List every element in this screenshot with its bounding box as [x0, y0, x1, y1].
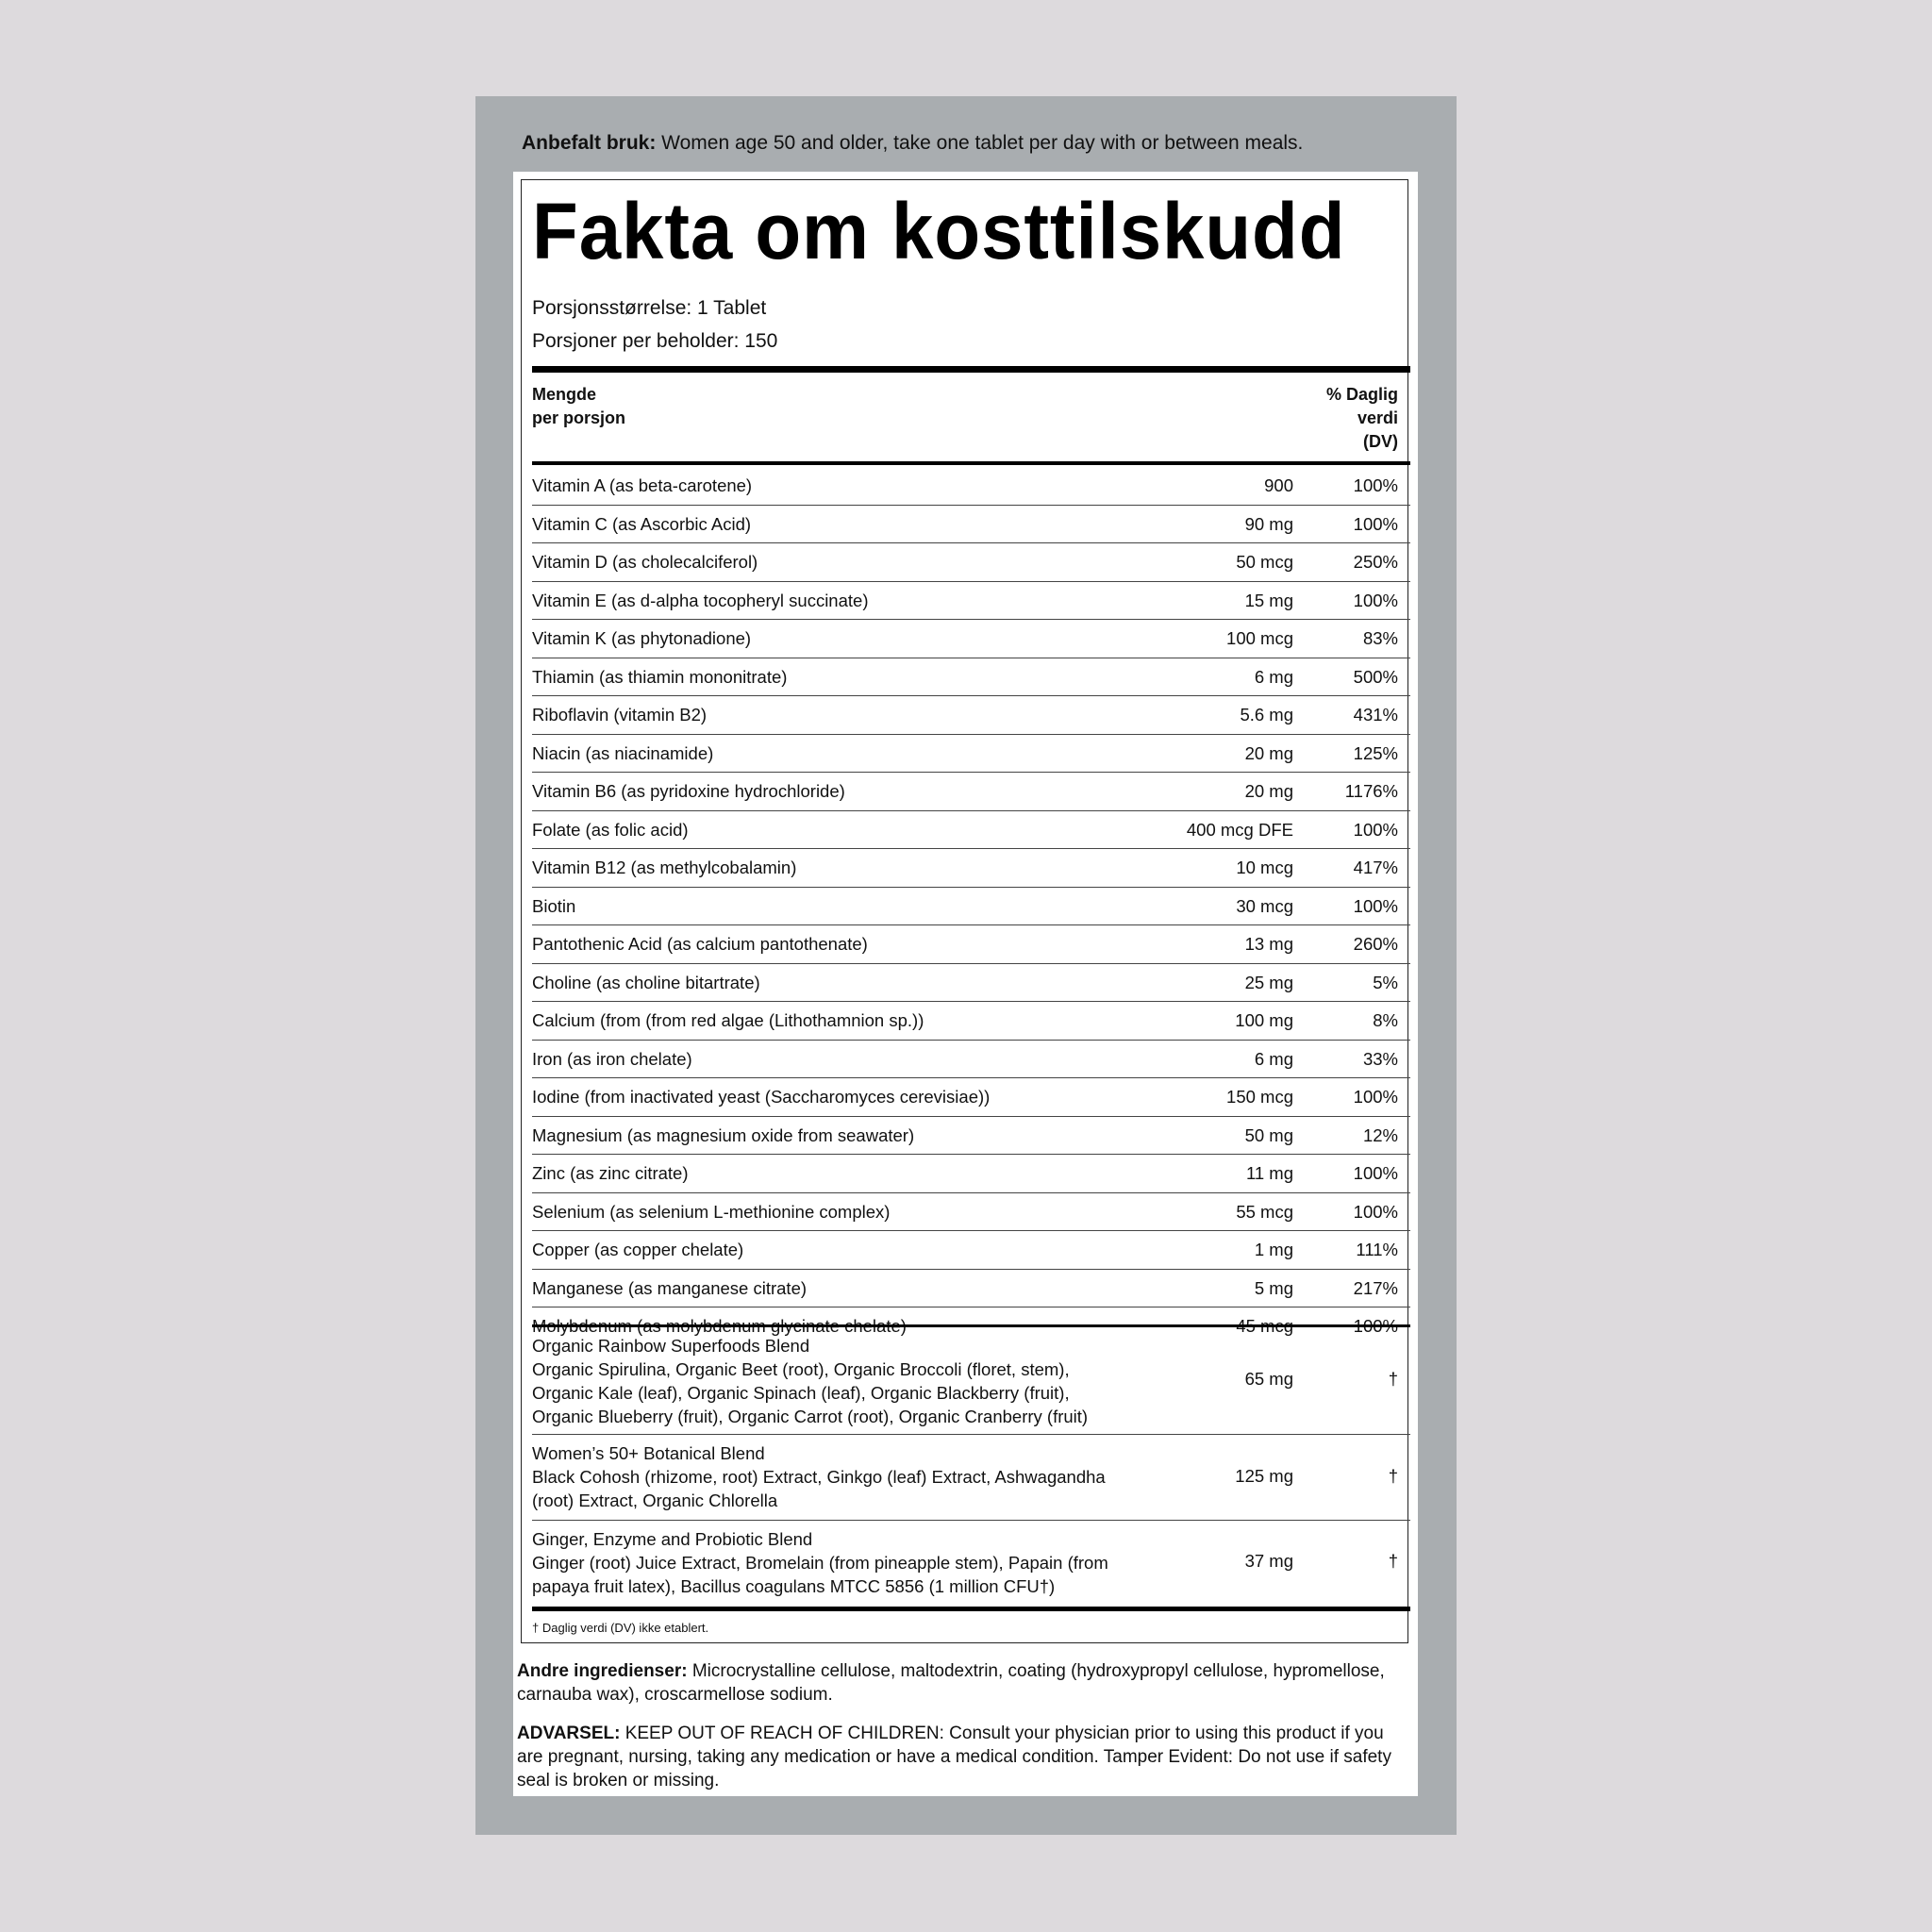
bottom-divider	[532, 1607, 1410, 1611]
nutrient-dv: 260%	[1353, 934, 1398, 954]
nutrient-amount: 30 mcg	[1236, 895, 1293, 916]
blend-ingredients: Black Cohosh (rhizome, root) Extract, Ginkgo (leaf) Extract, Ashwagandha (root) Extract, Organic Chlorella	[532, 1466, 1106, 1510]
other-ingredients-label: Andre ingredienser:	[517, 1661, 688, 1681]
nutrient-name: Biotin	[532, 895, 576, 916]
servings-per-container: Porsjoner per beholder: 150	[532, 330, 778, 352]
nutrient-amount: 10 mcg	[1236, 858, 1293, 877]
nutrient-row	[532, 506, 1410, 544]
nutrient-row	[532, 620, 1410, 658]
nutrient-amount: 5.6 mg	[1240, 705, 1293, 724]
blend-dv: †	[1388, 1551, 1398, 1571]
nutrient-name: Vitamin E (as d-alpha tocopheryl succinate)	[532, 590, 869, 610]
nutrient-row	[532, 964, 1410, 1003]
nutrient-row	[532, 543, 1410, 582]
nutrient-row	[532, 1002, 1410, 1041]
nutrient-amount: 13 mg	[1244, 934, 1293, 954]
nutrient-list	[532, 467, 1410, 1345]
nutrient-amount: 55 mcg	[1236, 1201, 1293, 1222]
facts-title: Fakta om kosttilskudd	[532, 187, 1346, 275]
nutrient-row	[532, 467, 1410, 506]
nutrient-dv: 100%	[1353, 1087, 1398, 1107]
nutrient-dv: 500%	[1353, 666, 1398, 687]
supplement-facts-box	[521, 179, 1408, 1643]
nutrient-dv: 100%	[1353, 513, 1398, 534]
blend-list	[532, 1327, 1410, 1605]
nutrient-row	[532, 658, 1410, 697]
label-panel	[475, 96, 1457, 1835]
nutrient-row	[532, 888, 1410, 926]
blend-row	[532, 1435, 1410, 1521]
nutrient-dv: 8%	[1373, 1010, 1398, 1030]
nutrient-amount: 1 mg	[1254, 1240, 1293, 1259]
nutrient-amount: 5 mg	[1254, 1277, 1293, 1298]
nutrient-amount: 400 mcg DFE	[1186, 819, 1293, 840]
recommended-use	[522, 132, 1303, 155]
nutrient-dv: 111%	[1356, 1240, 1398, 1259]
nutrient-dv: 83%	[1362, 628, 1398, 648]
nutrient-name: Riboflavin (vitamin B2)	[532, 705, 708, 724]
warning-text: KEEP OUT OF REACH OF CHILDREN: Consult your physician prior to using this product if you are pregnant, nursing, taking any medication or have a medical condition. Tamper Evident: Do not use if safety seal is broken or missing.	[517, 1724, 1391, 1790]
nutrient-dv: 100%	[1353, 475, 1398, 495]
nutrient-name: Iron (as iron chelate)	[532, 1048, 692, 1069]
blend-dv: †	[1388, 1369, 1398, 1389]
supplement-label	[513, 172, 1418, 1796]
nutrient-name: Choline (as choline bitartrate)	[532, 972, 760, 992]
nutrient-row	[532, 1117, 1410, 1156]
warning	[517, 1722, 1411, 1792]
daily-value-header: % Daglig verdi (DV)	[1325, 385, 1398, 451]
nutrient-row	[532, 849, 1410, 888]
recommended-use-text: Women age 50 and older, take one tablet per day with or between meals.	[656, 132, 1304, 154]
nutrient-name: Vitamin C (as Ascorbic Acid)	[532, 513, 752, 534]
nutrient-row	[532, 696, 1410, 735]
nutrient-row	[532, 1078, 1410, 1117]
nutrient-row	[532, 1041, 1410, 1079]
nutrient-amount: 11 mg	[1245, 1163, 1293, 1183]
nutrient-name: Vitamin D (as cholecalciferol)	[532, 552, 758, 572]
nutrient-amount: 20 mg	[1244, 781, 1293, 801]
nutrient-amount: 6 mg	[1254, 1048, 1293, 1069]
nutrient-name: Vitamin A (as beta-carotene)	[532, 475, 753, 495]
nutrient-name: Selenium (as selenium L-methionine complex)	[532, 1201, 891, 1222]
nutrient-dv: 100%	[1353, 895, 1398, 916]
nutrient-dv: 431%	[1353, 705, 1398, 724]
nutrient-amount: 90 mg	[1244, 513, 1293, 534]
nutrient-dv: 5%	[1373, 972, 1398, 992]
thick-divider	[532, 366, 1410, 373]
nutrient-amount: 900	[1264, 475, 1293, 495]
blend-text	[532, 1334, 1117, 1428]
blend-text	[532, 1527, 1117, 1598]
nutrient-row	[532, 773, 1410, 811]
blend-row	[532, 1327, 1410, 1435]
nutrient-row	[532, 925, 1410, 964]
nutrient-dv: 33%	[1362, 1048, 1398, 1069]
blend-name: Organic Rainbow Superfoods Blend	[532, 1335, 810, 1356]
nutrient-amount: 150 mcg	[1226, 1087, 1293, 1107]
nutrient-dv: 12%	[1362, 1124, 1398, 1145]
nutrient-name: Magnesium (as magnesium oxide from seawater)	[532, 1124, 915, 1145]
nutrient-amount: 50 mcg	[1236, 552, 1293, 572]
nutrient-name: Pantothenic Acid (as calcium pantothenate)	[532, 934, 868, 954]
blend-dv: †	[1388, 1465, 1398, 1486]
nutrient-dv: 100%	[1353, 819, 1398, 840]
nutrient-name: Thiamin (as thiamin mononitrate)	[532, 666, 788, 687]
blend-amount: 37 mg	[1244, 1551, 1293, 1571]
blend-name: Women’s 50+ Botanical Blend	[532, 1442, 765, 1463]
other-ingredients-text: Microcrystalline cellulose, maltodextrin, coating (hydroxypropyl cellulose, hypromellose, carnauba wax), croscarmellose sodium.	[517, 1661, 1385, 1705]
nutrient-name: Vitamin B6 (as pyridoxine hydrochloride)	[532, 781, 845, 801]
nutrient-dv: 100%	[1353, 590, 1398, 610]
nutrient-dv: 217%	[1353, 1277, 1398, 1298]
nutrient-row	[532, 1155, 1410, 1193]
nutrient-name: Manganese (as manganese citrate)	[532, 1277, 808, 1298]
blend-row	[532, 1521, 1410, 1605]
nutrient-name: Vitamin B12 (as methylcobalamin)	[532, 858, 797, 877]
nutrient-dv: 100%	[1353, 1163, 1398, 1183]
nutrient-name: Calcium (from (from red algae (Lithothamnion sp.))	[532, 1010, 924, 1030]
nutrient-amount: 50 mg	[1244, 1124, 1293, 1145]
nutrient-dv: 125%	[1353, 742, 1398, 763]
nutrient-row	[532, 1231, 1410, 1270]
nutrient-row	[532, 735, 1410, 774]
nutrient-dv: 1176%	[1344, 781, 1398, 801]
blend-amount: 65 mg	[1244, 1369, 1293, 1389]
nutrient-dv: 250%	[1353, 552, 1398, 572]
nutrient-amount: 100 mg	[1235, 1010, 1293, 1030]
header-divider	[532, 461, 1410, 465]
nutrient-name: Copper (as copper chelate)	[532, 1240, 744, 1259]
blend-ingredients: Organic Spirulina, Organic Beet (root), Organic Broccoli (floret, stem), Organic Kale (leaf), Organic Spinach (leaf), Organic Blackberry (fruit), Organic Blueberry (fruit), Organic Carrot (root), Organic Cranberry (fruit)	[532, 1358, 1089, 1426]
recommended-use-label: Anbefalt bruk:	[522, 132, 657, 154]
nutrient-row	[532, 1193, 1410, 1232]
blend-text	[532, 1441, 1117, 1512]
nutrient-row	[532, 582, 1410, 621]
serving-size: Porsjonsstørrelse: 1 Tablet	[532, 297, 767, 319]
warning-label: ADVARSEL:	[517, 1724, 621, 1743]
nutrient-amount: 25 mg	[1244, 972, 1293, 992]
nutrient-dv: 100%	[1353, 1201, 1398, 1222]
nutrient-amount: 15 mg	[1244, 590, 1293, 610]
blend-name: Ginger, Enzyme and Probiotic Blend	[532, 1528, 813, 1549]
footnote: † Daglig verdi (DV) ikke etablert.	[532, 1621, 709, 1635]
nutrient-name: Niacin (as niacinamide)	[532, 742, 714, 763]
nutrient-name: Folate (as folic acid)	[532, 819, 689, 840]
nutrient-dv: 417%	[1353, 858, 1398, 877]
amount-per-serving-header: Mengde per porsjon	[532, 385, 626, 427]
nutrient-name: Vitamin K (as phytonadione)	[532, 628, 752, 648]
other-ingredients	[517, 1659, 1411, 1707]
nutrient-amount: 20 mg	[1244, 742, 1293, 763]
nutrient-name: Zinc (as zinc citrate)	[532, 1163, 689, 1183]
nutrient-amount: 6 mg	[1254, 666, 1293, 687]
nutrient-amount: 100 mcg	[1226, 628, 1293, 648]
nutrient-name: Iodine (from inactivated yeast (Saccharomyces cerevisiae))	[532, 1087, 991, 1107]
nutrient-row	[532, 811, 1410, 850]
nutrient-row	[532, 1270, 1410, 1308]
blend-ingredients: Ginger (root) Juice Extract, Bromelain (from pineapple stem), Papain (from papaya fruit latex), Bacillus coagulans MTCC 5856 (1 million CFU†)	[532, 1552, 1108, 1596]
blend-amount: 125 mg	[1235, 1465, 1293, 1486]
